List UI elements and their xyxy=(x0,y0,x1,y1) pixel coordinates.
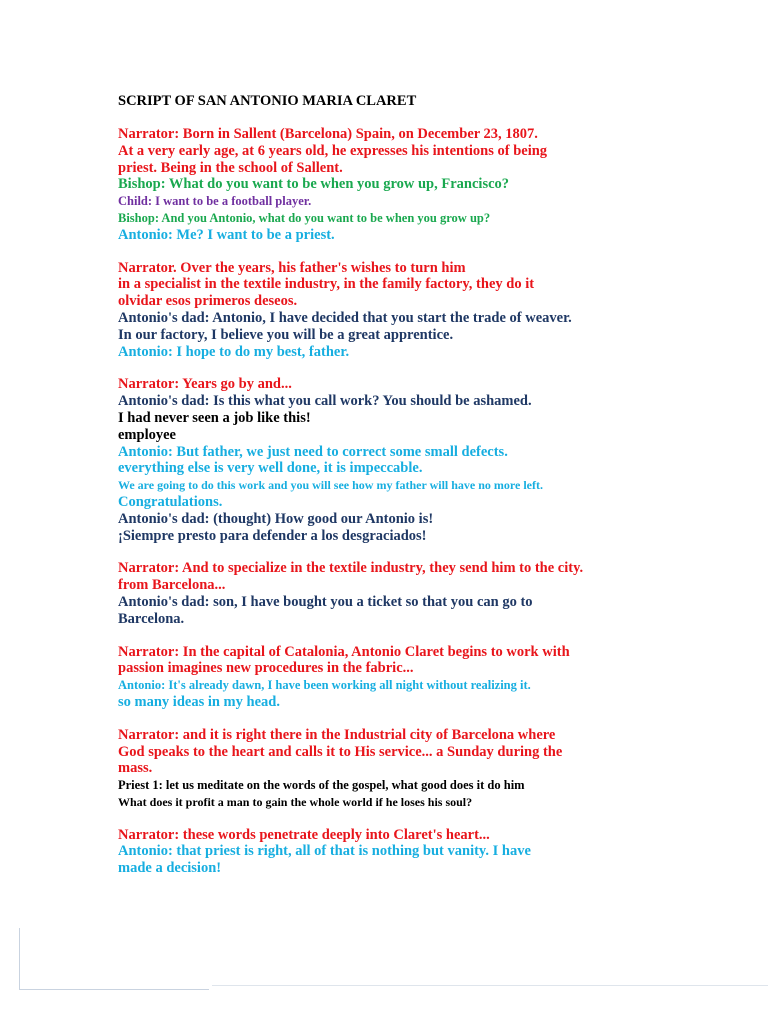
dialogue-line: Narrator. Over the years, his father's wishes to turn him xyxy=(118,259,466,276)
scene-block xyxy=(118,644,738,711)
dialogue-line: passion imagines new procedures in the fabric... xyxy=(118,660,414,677)
dialogue-line: Antonio's dad: (thought) How good our Antonio is! xyxy=(118,510,434,527)
dialogue-line: Bishop: What do you want to be when you grow up, Francisco? xyxy=(118,176,510,193)
dialogue-line: mass. xyxy=(118,760,153,777)
scene-block xyxy=(118,126,738,244)
dialogue-line: Barcelona. xyxy=(118,610,185,627)
dialogue-line: Bishop: And you Antonio, what do you want to be when you grow up? xyxy=(118,210,491,225)
document-title: SCRIPT OF SAN ANTONIO MARIA CLARET xyxy=(118,93,417,109)
scene-block xyxy=(118,827,738,877)
dialogue-line: I had never seen a job like this! xyxy=(118,409,311,426)
script-body xyxy=(118,126,738,877)
dialogue-line: priest. Being in the school of Sallent. xyxy=(118,159,343,176)
dialogue-line: What does it profit a man to gain the whole world if he loses his soul? xyxy=(118,794,473,809)
dialogue-line: Narrator: these words penetrate deeply into Claret's heart... xyxy=(118,826,490,843)
dialogue-line: God speaks to the heart and calls it to His service... a Sunday during the xyxy=(118,743,563,760)
dialogue-line: Narrator: Years go by and... xyxy=(118,376,292,393)
dialogue-line: from Barcelona... xyxy=(118,577,226,594)
dialogue-line: In our factory, I believe you will be a great apprentice. xyxy=(118,326,454,343)
dialogue-line: olvidar esos primeros deseos. xyxy=(118,293,298,310)
dialogue-line: Antonio: But father, we just need to correct some small defects. xyxy=(118,443,508,460)
page-edge-bottom-right xyxy=(212,985,768,986)
dialogue-line: everything else is very well done, it is impeccable. xyxy=(118,460,423,477)
scene-block xyxy=(118,560,738,627)
dialogue-line: Antonio: that priest is right, all of that is nothing but vanity. I have xyxy=(118,843,531,860)
dialogue-line: made a decision! xyxy=(118,860,222,877)
scene-block xyxy=(118,260,738,361)
dialogue-line: Priest 1: let us meditate on the words of the gospel, what good does it do him xyxy=(118,778,525,793)
dialogue-line: Narrator: And to specialize in the textile industry, they send him to the city. xyxy=(118,560,584,577)
dialogue-line: Antonio: Me? I want to be a priest. xyxy=(118,226,335,243)
dialogue-line: Congratulations. xyxy=(118,493,223,510)
dialogue-line: Antonio: It's already dawn, I have been working all night without realizing it. xyxy=(118,678,531,693)
dialogue-line: At a very early age, at 6 years old, he expresses his intentions of being xyxy=(118,142,548,159)
dialogue-line: employee xyxy=(118,426,176,443)
dialogue-line: Antonio's dad: son, I have bought you a ticket so that you can go to xyxy=(118,593,533,610)
script-document xyxy=(118,93,738,893)
dialogue-line: Narrator: In the capital of Catalonia, Antonio Claret begins to work with xyxy=(118,643,570,660)
page-edge-bottom-left xyxy=(19,989,209,990)
dialogue-line: Narrator: Born in Sallent (Barcelona) Spain, on December 23, 1807. xyxy=(118,126,538,142)
dialogue-line: We are going to do this work and you will see how my father will have no more left. xyxy=(118,478,543,493)
scene-block xyxy=(118,727,738,811)
dialogue-line: ¡Siempre presto para defender a los desgraciados! xyxy=(118,527,427,544)
dialogue-line: Child: I want to be a football player. xyxy=(118,194,312,209)
dialogue-line: Antonio's dad: Is this what you call work? You should be ashamed. xyxy=(118,393,532,410)
dialogue-line: in a specialist in the textile industry, in the family factory, they do it xyxy=(118,276,535,293)
dialogue-line: Antonio: I hope to do my best, father. xyxy=(118,343,350,360)
scene-block xyxy=(118,376,738,544)
page-edge-vertical xyxy=(19,928,20,990)
dialogue-line: Narrator: and it is right there in the Industrial city of Barcelona where xyxy=(118,726,556,743)
dialogue-line: so many ideas in my head. xyxy=(118,693,280,710)
dialogue-line: Antonio's dad: Antonio, I have decided that you start the trade of weaver. xyxy=(118,309,572,326)
